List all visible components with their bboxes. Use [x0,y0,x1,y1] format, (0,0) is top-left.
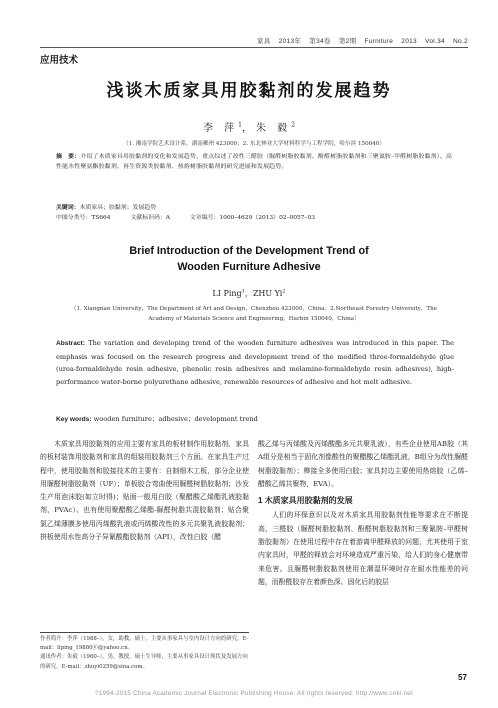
abstract-en-text: The variation and developing trend of the wooden furniture adhesives was introduced in this paper. The emphasis was focused on the research progress and development trend of the modified three-formaldehyde glue (urea-formaldehyde resin adhesive, phenolic resin adhesives and melamine-formaldehyde resin adhesives), high-performance water-borne polyurethane adhesive, renewable resources of adhesive and hot melt adhesive. [56,339,454,386]
column-section-label: 应用技术 [40,55,79,66]
author-en-separator: ， [244,289,253,298]
running-header [40,36,468,45]
journal-name: 家具 [257,38,271,45]
keywords-label: 关键词： [56,205,80,211]
title-english-line-1: Brief Introduction of the Development Trend of [129,245,369,257]
footnote-author-bio: 作者简介：李萍（1988–），女，助教，硕士，主要从事家具与室内设计方向的研究。E-mail：liping_19880⑥@yahoo.cn。 [40,636,249,652]
body-paragraph-2: 人们的环保意识以及对木质家具用胶黏剂性能等要求在不断提高，三醛胶（脲醛树脂胶黏剂、酚醛树脂胶黏剂和三聚氰胺–甲醛树脂胶黏剂）在使用过程中存在着游离甲醛释放的问题，尤其使用于室内家具时，甲醛的释放会对环境造成严重污染，给人们的身心健康带来危害。且脲醛树脂胶黏剂使用在潮湿环境时存在耐水性能差的问题，而酚醛胶存在着颜色深、固化后的胶层 [258,511,468,586]
keywords-chinese [56,203,454,213]
clc-value: TS664 [91,215,111,221]
author-1-en-affil: 1 [241,288,245,295]
copyright-watermark: ?1994-2015 China Academic Journal Electronic Publishing House. All rights reserved. http://www.cnki.net [95,690,413,697]
author-1: 李 萍 [202,123,239,134]
abstract-text: 介绍了木质家具用胶黏剂的变化和发展趋势，重点综述了改性三醛胶（脲醛树脂胶黏剂、酚醛树脂胶黏剂和三聚氰胺–甲醛树脂胶黏剂）、高性能水性聚氨酯胶黏剂、再生资源类胶黏剂、热熔树脂胶黏剂的研究进展和发展趋势。 [56,154,453,171]
title-english-line-2: Wooden Furniture Adhesive [177,260,321,273]
author-2-affil: 2 [291,121,296,129]
authors-english [0,288,498,299]
section-number: 1 [258,496,263,506]
doc-code-label: 文献标识码： [130,215,166,221]
affiliation-english-line-1: （1. Xiangnan University，The Department of Art and Design，Chenzhou 423000，China；2.Northeast Forestry University，The [70,306,438,312]
doc-code-value: A [165,215,171,221]
section-title: 木质家具用胶黏剂的发展 [264,496,353,506]
keywords-english [56,413,454,423]
author-2: 朱 毅 [256,123,292,134]
authors-chinese [0,119,498,134]
affiliation-english-line-2: Academy of Materials Science and Engineering，Harbin 150040，China） [148,315,360,322]
journal-name-en: Furniture [364,38,394,45]
header-rule [40,47,468,48]
journal-year-en: 2013 [401,38,417,45]
classification-line [56,213,454,223]
author-1-en: LI Ping [212,289,242,298]
section-heading-1 [258,494,468,507]
author-1-affil: 1 [238,121,242,129]
footnote-corresponding-author: 通讯作者：朱毅（1960–），男，教授，硕士生导师，主要从事家具设计现状及发展方向的研究。E-mail：zhuyi0259@sina.com。 [40,654,248,670]
title-english [0,244,498,275]
article-no-label: 文章编号： [189,215,220,221]
author-footnote [40,635,249,672]
journal-issue-en: No.2 [453,38,468,45]
keywords-en-label: Key words: [56,416,92,423]
author-2-en-affil: 2 [282,288,286,295]
footnote-rule [40,632,249,633]
affiliation-english [60,305,448,324]
body-paragraph-1-continued: 酸乙烯与丙烯酸及丙烯酸酯多元共聚乳液），有些企业使用AB胶（其A组分是相当于固化剂像酸性的聚醋酸乙烯酯乳液，B组分为改性脲醛树脂胶黏剂）；榫接全多使用白胶；家具封边主要使用热熔胶（乙烯–醋酸乙烯共聚物，EVA）。 [258,440,468,488]
abstract-english [56,337,454,388]
body-paragraph-1: 木质家具用胶黏剂的应用主要有家具的板材制作用胶黏剂、家具的板材装饰用胶黏剂和家具的组装用胶黏剂三个方面。在家具生产过程中，使用胶黏剂和胶接技术的主要有：自制细木工板，部分企业使用脲醛树脂胶黏剂（UF）；单板胶合弯曲使用脲醛树脂胶黏剂；沙发生产用泡沫胶(如立时得)；贴面一般用白胶（聚醋酸乙烯酯乳液胶黏剂，PVAc）、也有使用聚醋酸乙烯酯-脲醛树脂共混胶黏剂；贴合聚氯乙烯薄膜多使用丙烯酸乳液或丙烯酸改性的多元共聚乳液胶黏剂；拼板使用水性高分子异氰酸酯胶黏剂（API），改性白胶（醋 [40,440,249,542]
body-column-left [40,438,249,544]
journal-volume-en: Vol.34 [425,38,445,45]
article-no-value: 1000–4629（2013）02–0057–03 [219,215,315,221]
journal-volume: 第34卷 [309,38,331,45]
clc-label: 中图分类号： [56,215,92,221]
abstract-label: 摘 要： [56,154,81,160]
body-column-right [258,438,468,589]
journal-year: 2013年 [278,38,302,45]
author-separator: ， [242,123,256,134]
abstract-chinese [56,152,454,173]
keywords-en-text: wooden furniture；adhesive；development trend [93,415,258,423]
title-chinese: 浅谈木质家具用胶黏剂的发展趋势 [106,81,392,100]
keywords-text: 木质家具；胶黏剂；发展趋势 [79,205,157,211]
affiliation-chinese: （1. 湘南学院艺术设计系，湖南郴州 423000；2. 东北林业大学材料科学与工程学院，哈尔滨 150040） [123,141,385,147]
abstract-en-label: Abstract: [56,340,85,347]
journal-issue: 第2期 [338,38,357,45]
author-2-en: ZHU Yi [252,289,283,298]
page-number: 57 [458,673,467,682]
